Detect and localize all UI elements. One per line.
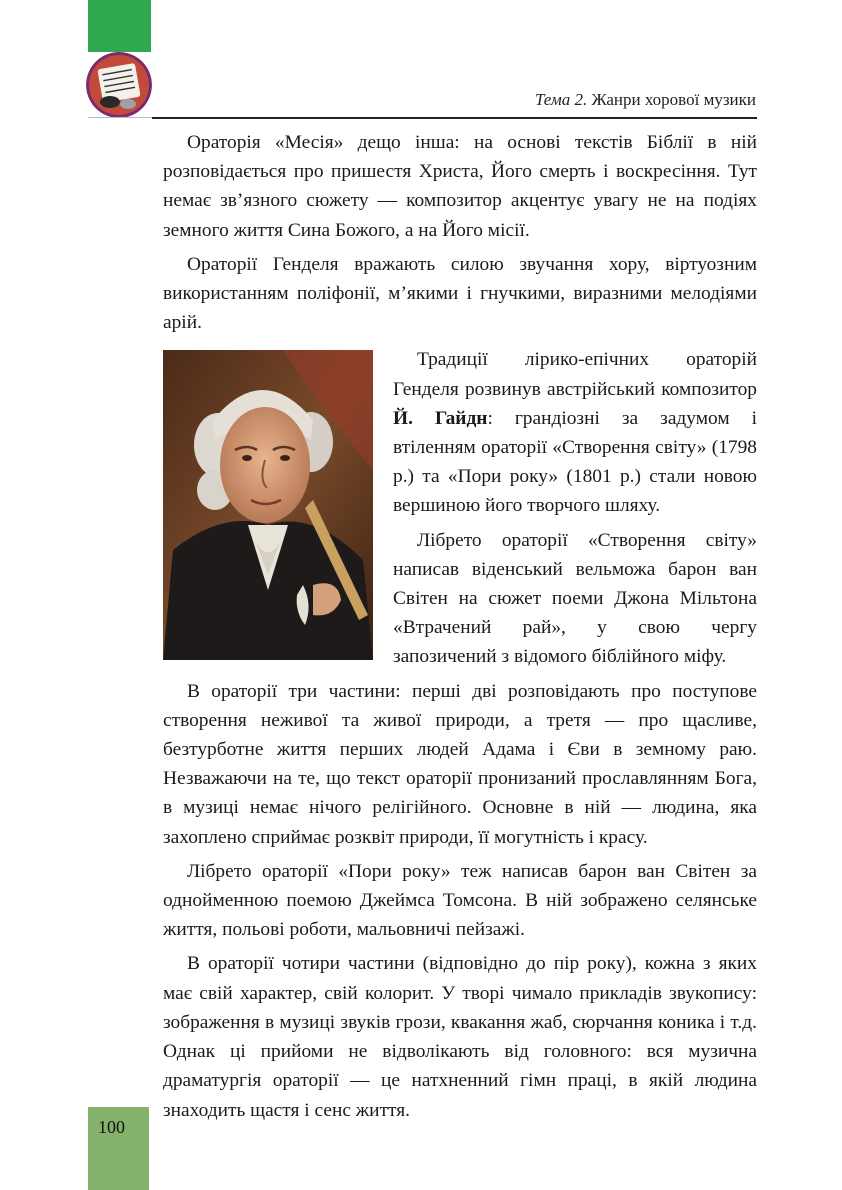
running-head <box>535 90 756 110</box>
theme-label: Тема 2. <box>534 90 588 109</box>
body-text <box>163 128 757 1130</box>
paragraph-text: : грандіозні за задумом і втіленням ораторії «Створення світу» (1798 р.) та «Пори року» (1801 р.) стали новою вершиною його творчого шляху. <box>393 407 757 517</box>
header-rule-light <box>88 117 152 118</box>
page-number: 100 <box>98 1117 125 1137</box>
paragraph: Лібрето ораторії «Створення світу» написав віденський вельможа барон ван Світен на сюжет поеми Джона Мільтона «Втрачений рай», у свою чергу запозичений з відомого біблійного міфу. <box>393 529 757 668</box>
header-rule <box>152 117 757 119</box>
music-score-icon <box>86 52 152 118</box>
paragraph: Ораторія «Месія» дещо інша: на основі текстів Біблії в ній розповідається про пришестя Христа, Його смерть і воскресіння. Тут немає зв’язного сюжету — композитор акцентує увагу не на подіях земного життя Сина Божого, а на Його місії. <box>163 132 757 241</box>
paragraph-text: Традиції лірико-епічних ораторій Генделя розвинув австрійський композитор <box>393 349 757 400</box>
composer-name: Й. Гайдн <box>393 407 488 429</box>
haydn-portrait <box>163 350 373 660</box>
paragraph: В ораторії три частини: перші дві розповідають про поступове створення неживої та живої природи, а третя — про щасливе, безтурботне життя перших людей Адама і Єви в земному раю. Незважаючи на те, що текст ораторії пронизаний прославлянням Бога, в музиці немає нічого релігійного. Основне в ній — людина, яка захоплено сприймає розквіт природи, її могутність і красу. <box>163 680 757 848</box>
section-title: Жанри хорової музики <box>591 90 756 109</box>
paragraph: В ораторії чотири частини (відповідно до пір року), кожна з яких має свій характер, свій колорит. У творі чимало прикладів звукопису: зображення в музиці звуків грози, квакання жаб, сюрчання коника і т.д. Однак ці прийоми не відволікають від головного: вся музична драматургія ораторії — це натхненний гімн праці, в якій людина знаходить щастя і сенс життя. <box>163 953 757 1121</box>
paragraph: Ораторії Генделя вражають силою звучання хору, віртуозним використанням поліфонії, м’якими і гнучкими, виразними мелодіями арій. <box>163 253 757 334</box>
chapter-color-tab <box>88 0 151 52</box>
paragraph: Лібрето ораторії «Пори року» теж написав барон ван Світен за однойменною поемою Джеймса Томсона. В ній зображено селянське життя, польові роботи, мальовничі пейзажі. <box>163 860 757 941</box>
